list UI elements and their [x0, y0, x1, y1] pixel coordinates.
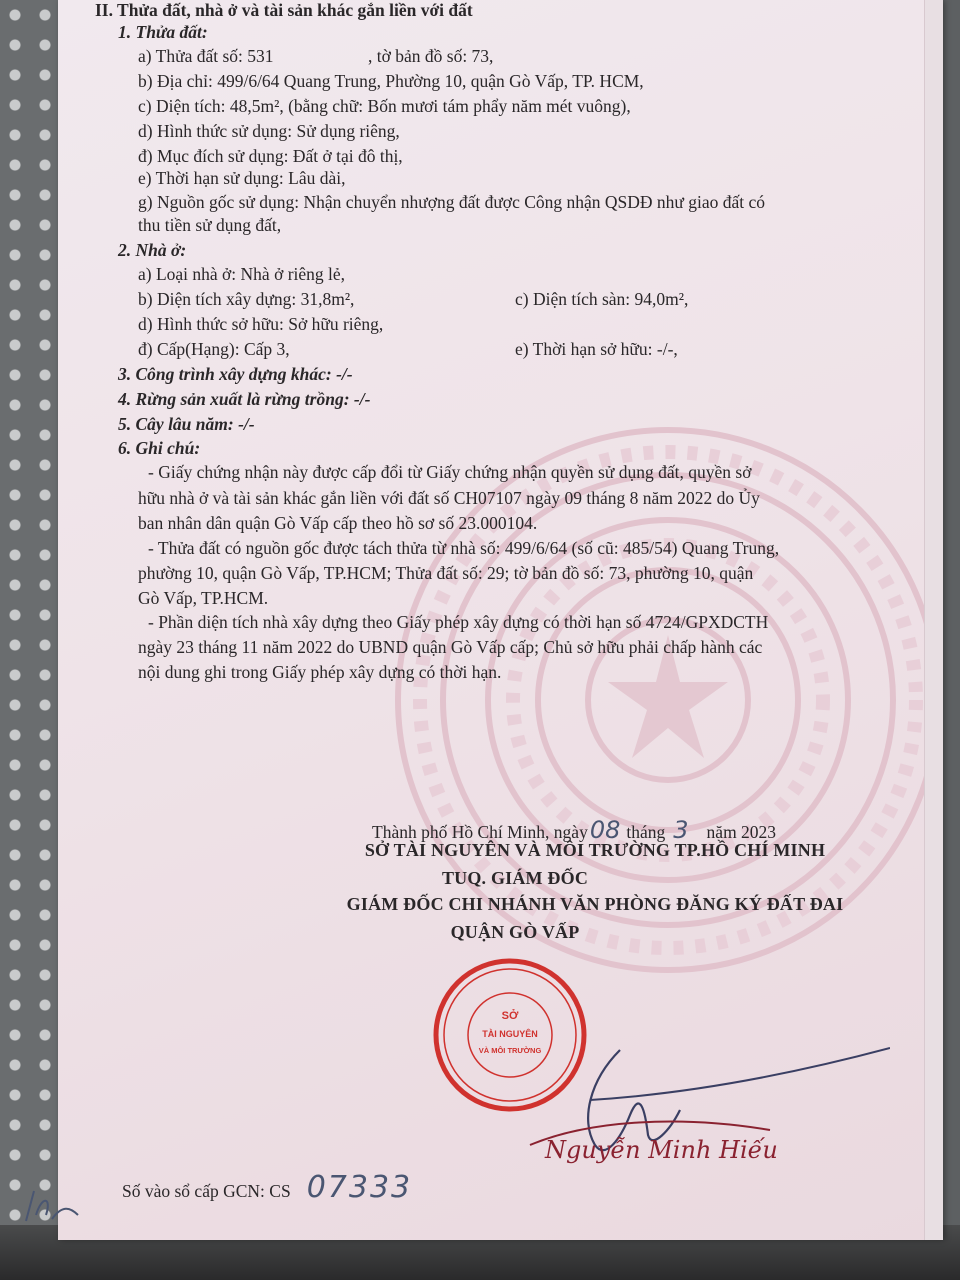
- parcel-address: b) Địa chỉ: 499/6/64 Quang Trung, Phường 10, quận Gò Vấp, TP. HCM,: [138, 71, 644, 91]
- authorization-line: TUQ. GIÁM ĐỐC: [441, 868, 589, 888]
- ownership-term: e) Thời hạn sở hữu: -/-,: [515, 339, 678, 359]
- stamp-center-line3: VÀ MÔI TRƯỜNG: [478, 1046, 542, 1055]
- note-line: Gò Vấp, TP.HCM.: [138, 588, 269, 608]
- building-area: b) Diện tích xây dựng: 31,8m²,: [138, 289, 355, 309]
- district-name: QUẬN GÒ VẤP: [450, 922, 580, 942]
- use-form: d) Hình thức sử dụng: Sử dụng riêng,: [138, 121, 400, 141]
- note-line: - Phần diện tích nhà xây dựng theo Giấy phép xây dựng có thời hạn số 4724/GPXDCTH: [148, 612, 769, 632]
- parcel-number: a) Thửa đất số: 531: [138, 46, 274, 66]
- use-origin-line1: g) Nguồn gốc sử dụng: Nhận chuyển nhượng đất được Công nhận QSDĐ như giao đất có: [138, 192, 766, 212]
- map-sheet-number: , tờ bản đồ số: 73,: [368, 46, 494, 66]
- year-label: năm 2023: [706, 822, 777, 842]
- section3-other-works: 3. Công trình xây dựng khác: -/-: [118, 364, 353, 384]
- section-header: II. Thửa đất, nhà ở và tài sản khác gắn liền với đất: [95, 0, 473, 20]
- note-line: hữu nhà ở và tài sản khác gắn liền với đất số CH07107 ngày 09 tháng 8 năm 2022 do Ủy: [138, 488, 760, 508]
- section6-title: 6. Ghi chú:: [118, 438, 201, 458]
- note-line: phường 10, quận Gò Vấp, TP.HCM; Thửa đất số: 29; tờ bản đồ số: 73, phường 10, quận: [138, 563, 754, 583]
- ownership-form: d) Hình thức sở hữu: Sở hữu riêng,: [138, 314, 384, 334]
- section2-title: 2. Nhà ở:: [118, 240, 187, 260]
- signing-day: 08: [589, 816, 621, 844]
- note-line: - Thửa đất có nguồn gốc được tách thửa từ nhà số: 499/6/64 (số cũ: 485/54) Quang Trung,: [148, 538, 780, 558]
- issuing-org: SỞ TÀI NGUYÊN VÀ MÔI TRƯỜNG TP.HỒ CHÍ MINH: [364, 840, 826, 860]
- section5-perennial-trees: 5. Cây lâu năm: -/-: [118, 414, 255, 434]
- note-line: - Giấy chứng nhận này được cấp đổi từ Giấy chứng nhận quyền sử dụng đất, quyền sở: [148, 462, 752, 482]
- house-type: a) Loại nhà ở: Nhà ở riêng lẻ,: [138, 264, 346, 284]
- signer-title: GIÁM ĐỐC CHI NHÁNH VĂN PHÒNG ĐĂNG KÝ ĐẤT ĐAI: [346, 894, 844, 914]
- use-purpose: đ) Mục đích sử dụng: Đất ở tại đô thị,: [138, 146, 403, 166]
- stamp-center-line2: TÀI NGUYÊN: [482, 1029, 538, 1039]
- parcel-area: c) Diện tích: 48,5m², (bằng chữ: Bốn mươi tám phẩy năm mét vuông),: [138, 96, 631, 116]
- section4-forest: 4. Rừng sản xuất là rừng trồng: -/-: [118, 389, 371, 409]
- floor-area: c) Diện tích sàn: 94,0m²,: [515, 289, 689, 309]
- page-edge: [924, 0, 943, 1240]
- note-line: nội dung ghi trong Giấy phép xây dựng có thời hạn.: [138, 662, 502, 682]
- registry-label: Số vào sổ cấp GCN: CS: [122, 1181, 291, 1201]
- stamp-center-line1: SỞ: [501, 1010, 519, 1022]
- section1-title: 1. Thửa đất:: [118, 22, 208, 42]
- signer-name: Nguyễn Minh Hiếu: [545, 1136, 778, 1164]
- pen-mark-icon: [22, 1185, 82, 1225]
- signing-month: 3: [673, 816, 689, 844]
- registry-number: 07333: [306, 1170, 413, 1205]
- use-term: e) Thời hạn sử dụng: Lâu dài,: [138, 168, 346, 188]
- note-line: ban nhân dân quận Gò Vấp cấp theo hồ sơ số 23.000104.: [138, 513, 538, 533]
- month-label: tháng: [626, 822, 666, 842]
- house-grade: đ) Cấp(Hạng): Cấp 3,: [138, 339, 290, 359]
- note-line: ngày 23 tháng 11 năm 2022 do UBND quận Gò Vấp cấp; Chủ sở hữu phải chấp hành các: [138, 637, 763, 657]
- registry-line: [122, 1170, 412, 1205]
- use-origin-line2: thu tiền sử dụng đất,: [138, 215, 282, 235]
- signing-place: Thành phố Hồ Chí Minh, ngày: [372, 822, 588, 842]
- signature-icon: [470, 1040, 890, 1190]
